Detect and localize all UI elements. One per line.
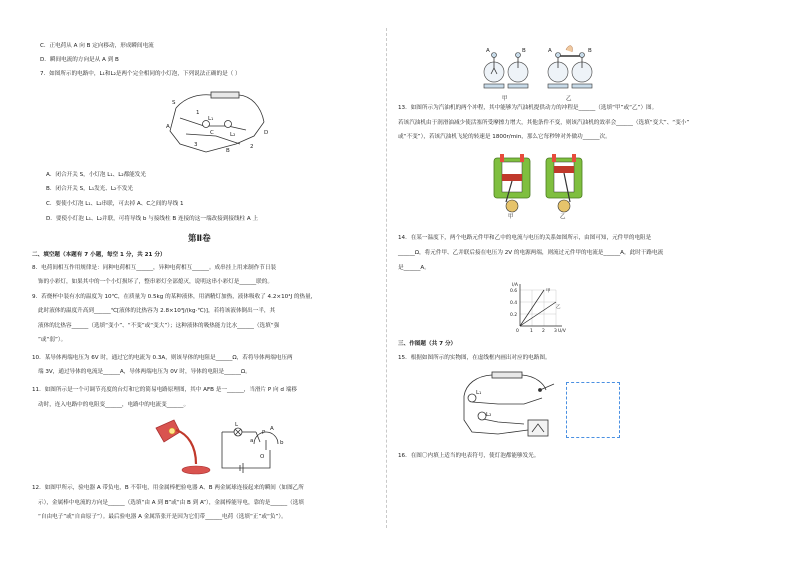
q8-line-2: 饰的小彩灯，如果其中的一个小灯损坏了，整串彩灯全部熄灭，说明这串小彩灯是______联的。	[38, 279, 273, 285]
q12-line-1: 12．如图甲所示，验电器 A 带负电，B 不带电，用金属棒把验电器 A、B 两金属球连接起来的瞬间（如图乙所	[32, 485, 304, 491]
q12-line-2: 示），金属棒中电流的方向是______（选填“由 A 到 B”或“由 B 到 A”），金属棒能导电，靠的是______（选填	[38, 500, 304, 506]
answer-box[interactable]	[566, 382, 620, 438]
q10-line-2: 端 3V，通过导体的电流是______A，导体两端电压为 0V 时，导体的电阻是______Ω。	[38, 369, 251, 375]
label-wire-2: 2	[250, 144, 254, 150]
desk-lamp-figure	[152, 418, 212, 478]
q15-text: 15．根据如图所示的实物图，在虚线框内画出对应的电路图。	[398, 355, 551, 361]
lamp-label-l: L	[235, 422, 239, 428]
q7-option-a: A．闭合开关 S，小灯泡 L₁、L₂都能发光	[46, 172, 146, 178]
q14-line-3: 是______A。	[398, 265, 430, 271]
q16-text: 16．在图〇内填上适当的电表符号，使灯泡都能够发光。	[398, 453, 540, 459]
q9-line-2: 此时液体的温度升高到______℃[液体的比热容为 2.8×10³J/(kg·℃)]，若将该液体倒出一半，其	[38, 308, 276, 314]
tick-y-3: 0.2	[510, 313, 518, 318]
q14-line-2: ______Ω，将元件甲、乙并联后接在电压为 2V 的电源两端，则流过元件甲的电流是______A，此时干路电流	[398, 250, 664, 256]
tick-origin: 0	[516, 329, 519, 334]
lamp-label-arc: A	[270, 426, 274, 432]
left-column	[26, 0, 376, 562]
electroscope-label-a1: A	[486, 48, 490, 54]
label-b: B	[226, 148, 230, 154]
volume-title: 第Ⅱ卷	[188, 234, 211, 244]
q13-line-2: 若该汽油机由于润滑油减少使活塞所受摩擦力增大，其他条件不变，则该汽油机的效率会______（选填“变大”、“变小”	[398, 120, 690, 126]
q9-line-4: ”或“弱”）。	[38, 337, 67, 343]
lamp-label-p: P	[262, 430, 266, 436]
q8-line-1: 8．电荷间相互作用规律是：同种电荷相互______，异种电荷相互______。成串挂上用来制作节日装	[32, 265, 277, 271]
lamp-circuit-diagram	[216, 420, 286, 476]
label-l1: L₁	[208, 116, 214, 122]
q9-line-3: 液体的比热容______（选填“变小”、“不变”或“变大”）；这种液体的吸热能力比水______（选填“强	[38, 323, 280, 329]
iu-graph	[510, 280, 566, 336]
q7-option-b: B．闭合开关 S，L₁发光、L₂不发光	[46, 186, 134, 192]
label-a: A	[166, 124, 170, 130]
section-3-heading: 三、作图题（共 7 分）	[398, 341, 457, 347]
q13-line-1: 13．如图所示为汽油机的两个冲程，其中能够为汽油机提供动力的冲程是______（选填“甲”或“乙”）图。	[398, 105, 658, 111]
label-wire-3: 3	[194, 142, 198, 148]
q7-stem: 7．如图所示的电路中，L₁和L₂是两个完全相同的小灯泡，下列说法正确的是（ ）	[40, 71, 241, 77]
electroscope-caption-jia: 甲	[502, 96, 508, 102]
label-c: C	[210, 130, 214, 136]
series-jia-label: 甲	[546, 289, 551, 294]
q6-option-d: D．瞬间电流的方向是从 A 到 B	[40, 57, 119, 63]
lamp-label-o: O	[260, 454, 265, 460]
circuit-label-l1: L₁	[476, 390, 482, 396]
axis-y-label: I/A	[512, 283, 518, 288]
series-yi-label: 乙	[556, 305, 561, 310]
engine-caption-yi: 乙	[560, 214, 566, 220]
engine-strokes-figure	[490, 152, 590, 218]
label-wire-1: 1	[196, 110, 200, 116]
electroscope-label-a2: A	[548, 48, 552, 54]
electroscope-figure	[482, 44, 602, 100]
q10-line-1: 10．某导体两端电压为 6V 时，通过它的电流为 0.3A，则该导体的电阻是______Ω，若将导体两端电压两	[32, 355, 293, 361]
column-divider	[386, 28, 387, 528]
circuit-label-l2: L₂	[486, 412, 492, 418]
q14-line-1: 14．在某一温度下，两个电路元件甲和乙中的电流与电压的关系如图所示，由图可知，元件甲的电阻是	[398, 235, 652, 241]
electroscope-label-b2: B	[588, 48, 592, 54]
axis-x-label: U/V	[558, 329, 566, 334]
label-l2: L₂	[230, 132, 236, 138]
q9-line-1: 9．若烧杯中装有水的温度为 10℃，在质量为 0.5kg 的某种液体，用酒精灯加热，液体吸收了 4.2×10⁴J 的热量，	[32, 294, 317, 300]
right-column	[398, 0, 770, 562]
q7-option-c: C．要使小灯泡 L₁、L₂串联，可去掉 A、C之间的导线 1	[46, 201, 184, 207]
lamp-label-b: b	[280, 440, 284, 446]
q13-line-3: 或“不变”），若该汽油机飞轮的转速是 1800r/min，那么它每秒钟对外做功______次。	[398, 134, 611, 140]
tick-y-1: 0.6	[510, 289, 518, 294]
tick-x-3: 3	[554, 329, 557, 334]
q11-line-2: 动时，连入电路中的电阻变______，电路中的电流变______。	[38, 402, 190, 408]
engine-caption-jia: 甲	[508, 214, 514, 220]
q6-option-c: C．正电荷从 A 向 B 定向移动，形成瞬间电流	[40, 43, 154, 49]
label-d: D	[264, 130, 269, 136]
q7-circuit-figure	[166, 86, 276, 158]
label-s: S	[172, 100, 176, 106]
tick-y-2: 0.4	[510, 301, 518, 306]
q7-option-d: D．要使小灯泡 L₁、L₂并联，可将导线 b 与接线柱 B 连接的这一端改接到接线柱 A 上	[46, 216, 259, 222]
q12-line-3: “自由电子”或“自由原子”）。最后验电器 A 金属箔张开是因为它们带______电荷（选填“正”或“负”）。	[38, 514, 287, 520]
electroscope-caption-yi: 乙	[566, 96, 572, 102]
lamp-label-a: a	[250, 438, 254, 444]
physical-circuit-figure	[458, 368, 562, 440]
tick-x-1: 1	[530, 329, 533, 334]
q11-line-1: 11．如图所示是一个可调节亮度的台灯和它的简易电路原理图，其中 AFB 是一______，当滑片 P 向 d 端移	[32, 387, 297, 393]
electroscope-label-b1: B	[522, 48, 526, 54]
tick-x-2: 2	[542, 329, 545, 334]
section-2-heading: 二、填空题（本题有 7 小题，每空 1 分，共 21 分）	[32, 252, 166, 258]
